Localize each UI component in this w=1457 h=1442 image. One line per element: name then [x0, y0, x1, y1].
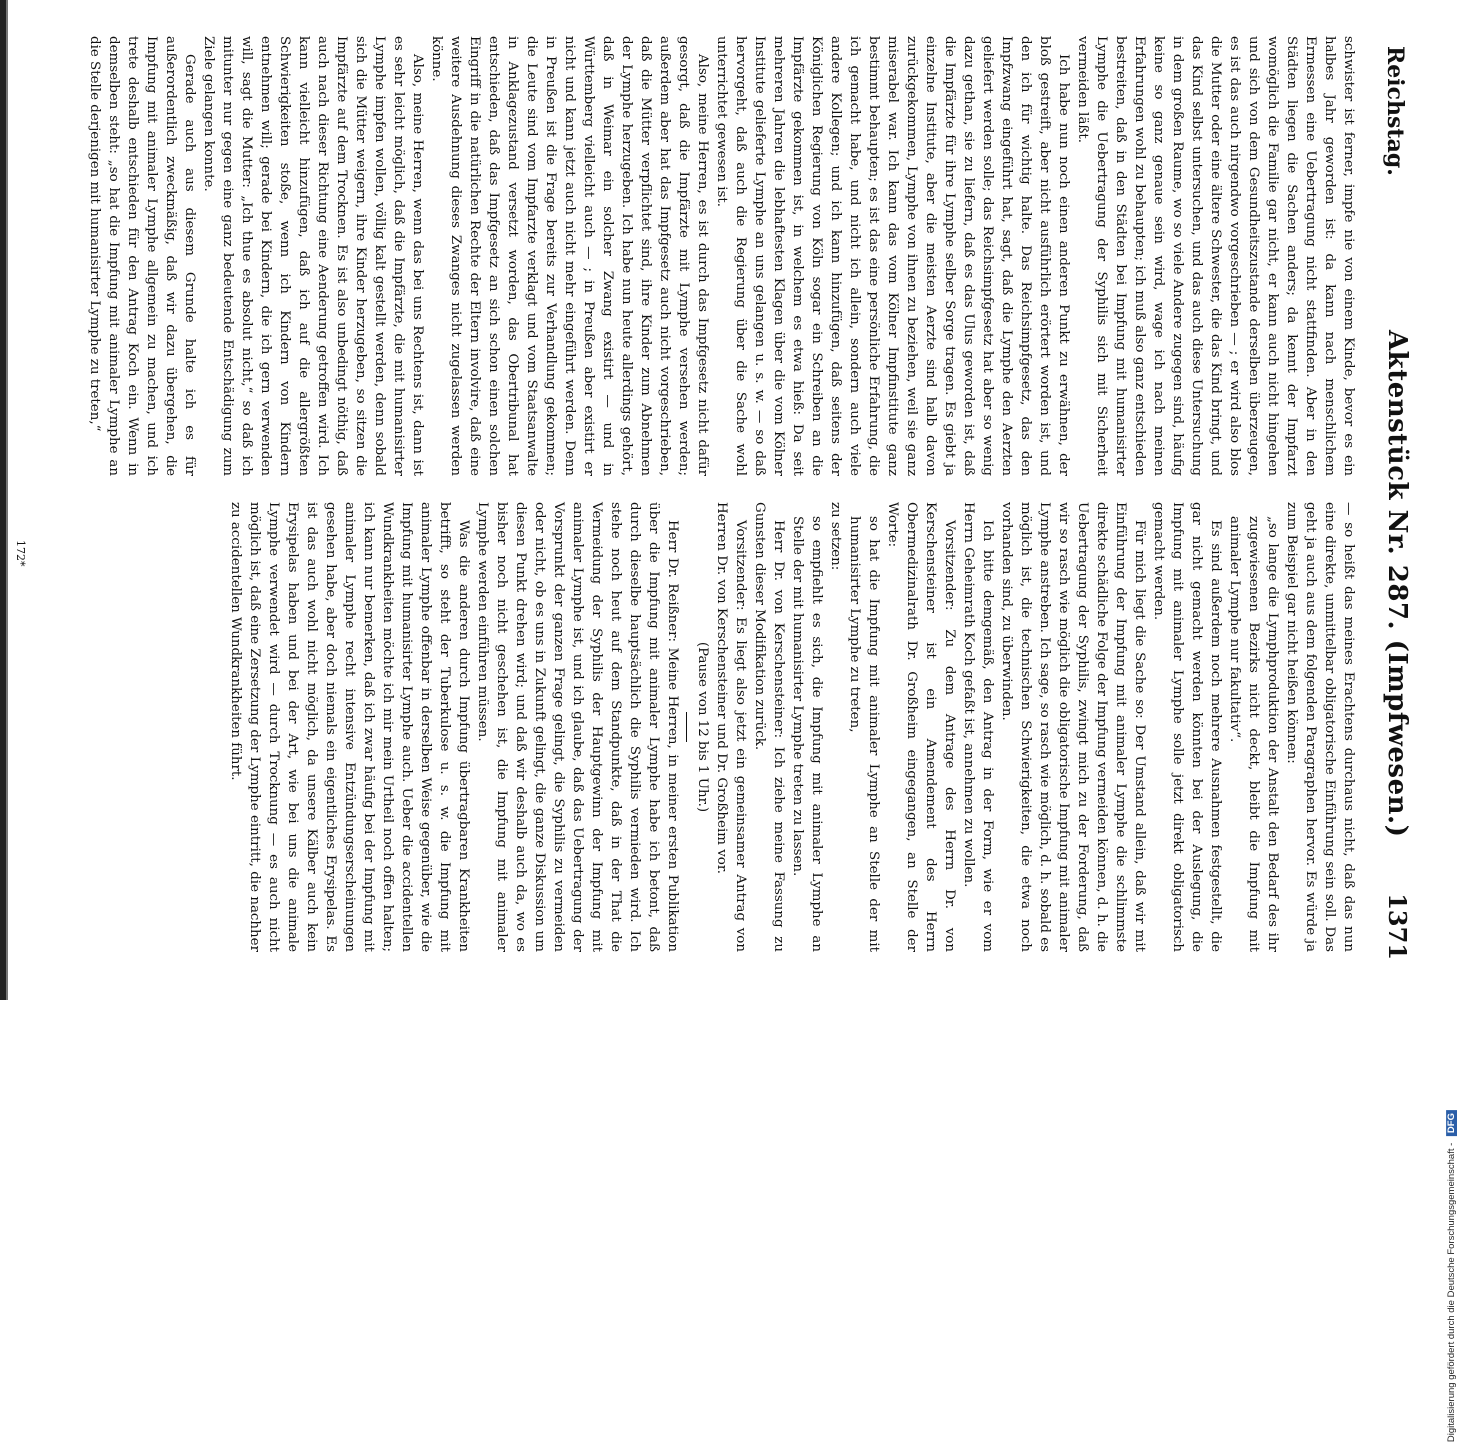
paragraph: — so heißt das meines Erachtens durchaus nicht, daß das nun eine direkte, unmittelbar obligatorische Einführung sein soll. Das geht ja auch aus dem folgenden Paragraphen hervor. Es würde ja zum Beispiel gar nicht heißen können:	[1284, 502, 1356, 952]
paragraph: Ich habe nun noch einen anderen Punkt zu erwähnen, der bloß gestreift, aber nicht ausführlich erörtert worden ist, und den ich für wichtig halte. Das Reichsimpfgesetz, das den Impfzwang eingeführt hat, sagt, daß die Lymphe den Aerzten geliefert werden solle; das Reichsimpfgesetz hat aber so wenig dazu gethan, sie zu liefern, daß es das Ulus geworden ist, daß die Impfärzte für ihre Lymphe selber Sorge tragen. Es giebt ja einzelne Institute, aber die meisten Aerzte sind halb davon zurückgekommen, Lymphe von ihnen zu beziehen, weil sie ganz miserabel war. Ich kann das vom Kölner Impfinstitute ganz bestimmt behaupten; es ist das eine persönliche Erfahrung, die ich gemacht habe, und nicht ich allein, sondern auch viele andere Kollegen; und ich kann hinzufügen, daß seitens der Königlichen Regierung von Köln sogar ein Schreiben an die Impfärzte gekommen ist, in welchem es etwa hieß: Da seit mehreren Jahren die lebhaftesten Klagen über die vom Kölner Institute gelieferte Lymphe an uns gelangen u. s. w. — so daß hervorgeht, daß auch die Regierung über die Sache wohl unterrichtet gewesen ist.	[714, 36, 1071, 476]
paragraph: Vorsitzender: Es liegt also jetzt ein gemeinsamer Antrag von Herren Dr. von Kerschensteiner und Dr. Großheim vor.	[714, 502, 748, 952]
header-reichstag: Reichstag.	[1382, 46, 1408, 176]
paragraph: schwister ist ferner, impfe nie von einem Kinde, bevor es ein halbes Jahr geworden ist: da kann nach menschlichem Ermessen eine Uebertragung nicht stattfinden. Aber in den Städten liegen die Sachen anders; da kennt der Impfarzt womöglich die Familie gar nicht, er kann auch nicht hingehen und sich von dem Gesundheitszustande derselben überzeugen, es ist das auch nirgendwo vorgeschrieben — ; er wird also blos die Mutter oder eine ältere Schwester, die das Kind bringt, und das Kind selbst untersuchen, und das auch diese Untersuchung in dem großen Raume, wo so viele Andere zugegen sind, häufig keine so ganz genaue sein wird, wage ich nach meinen Erfahrungen wohl zu behaupten; ich muß also ganz entschieden bestreiten, daß in den Städten bei Impfung mit humanisirter Lymphe die Uebertragung der Syphilis sich mit Sicherheit vermeiden läßt.	[1075, 36, 1356, 476]
paragraph: Gerade auch aus diesem Grunde halte ich es für außerordentlich zweckmäßig, daß wir dazu übergehen, die Impfung mit animaler Lymphe allgemein zu machen, und ich trete deshalb entschieden für den Antrag Koch ein. Wenn in demselben steht: „so hat die Impfung mit animaler Lymphe an die Stelle derjenigen mit humanisirter Lymphe zu treten,“	[87, 36, 197, 476]
quoted-paragraph: „so lange die Lymphproduktion der Anstalt den Bedarf des ihr zugewiesenen Bezirks nicht deckt, bleibt die Impfung mit animaler Lymphe nur fakultativ“.	[1227, 516, 1280, 952]
left-column	[85, 36, 1358, 476]
dfg-credit	[1446, 1110, 1457, 1442]
signature-mark: 172*	[14, 540, 27, 567]
paragraph: Herr Dr. Reißner: Meine Herren, in meiner ersten Publikation über die Impfung mit animaler Lymphe habe ich betont, daß durch dieselbe hauptsächlich die Syphilis vermieden wird. Ich stehe noch heut auf dem Standpunkte, daß in der That die Vermeidung der Syphilis der Hauptgewinn der Impfung mit animaler Lymphe ist, und ich glaube, daß das Uebertragung der Vorsprunkt der ganzen Frage gelingt, die Syphilis zu vermeiden oder nicht, ob es uns in Zukunft gelingt, die ganze Diskussion um diesen Punkt drehen wird; und daß wir deshalb auch da, wo es bisher noch nicht geschehen ist, die Impfung mit animaler Lymphe werden einführen müssen.	[475, 502, 680, 952]
header-aktenstueck	[1382, 330, 1412, 837]
page-number: 1371	[1383, 893, 1412, 960]
header-document-number: Aktenstück Nr. 287.	[1382, 330, 1412, 631]
paragraph: Es sind außerdem noch mehrere Ausnahmen festgestellt, die gar nicht gemacht werden könnten bei der Auslegung, die Impfung mit animaler Lymphe solle jetzt direkt obligatorisch gemacht werden.	[1151, 502, 1223, 952]
quoted-paragraph: so empfiehlt es sich, die Impfung mit animaler Lymphe an Stelle der mit humanisirter Lymphe treten zu lassen.	[790, 516, 824, 952]
right-column	[226, 502, 1358, 952]
paragraph: Ich bitte demgemäß, den Antrag in der Form, wie er vom Herrn Geheimrath Koch gefaßt ist, annehmen zu wollen.	[961, 502, 995, 952]
page-header	[1360, 0, 1432, 1000]
paragraph: zu setzen:	[828, 502, 843, 571]
paragraph: Für mich liegt die Sache so: Der Umstand allein, daß wir mit Einführung der Impfung mit animaler Lymphe die schlimmste direkte schädliche Folge der Impfung vermeiden können, d. h. die Uebertragung der Syphilis, zwingt mich zu der Forderung, daß wir so rasch wie möglich die obligatorische Impfung mit animaler Lymphe anstreben. Ich sage, so rasch wie möglich, d. h. sobald es möglich ist, die technischen Schwierigkeiten, die etwa noch vorhanden sind, zu überwinden.	[999, 502, 1147, 952]
paragraph: Also, meine Herren, es ist durch das Impfgesetz nicht dafür gesorgt, daß die Impfärzte mit Lymphe versehen werden; außerdem aber hat das Impfgesetz auch nicht vorgeschrieben, daß die Mütter verpflichtet sind, ihre Kinder zum Abnehmen der Lymphe herzugeben. Ich habe nun heute allerdings gehört, daß in Weimar ein solcher Zwang existirt — und in Württemberg vielleicht auch — ; in Preußen aber existirt er nicht und kann jetzt auch nicht mehr eingeführt werden. Denn in Preußen ist die Frage bereits zur Verhandlung gekommen; die Leute sind vom Impfarzte verklagt und vom Staatsanwalte in Anklagezustand versetzt worden, das Obertribunal hat entschieden, daß das Impfgesetz an sich schon einen solchen Eingriff in die natürlichen Rechte der Eltern involvire, daß eine weitere Ausdehnung dieses Zwanges nicht zugelassen werden könne.	[429, 36, 710, 476]
dfg-logo: DFG	[1446, 1110, 1457, 1136]
dfg-credit-text: Digitalisierung gefördert durch die Deutsche Forschungsgemeinschaft -	[1446, 1140, 1457, 1442]
quoted-paragraph: so hat die Impfung mit animaler Lymphe an Stelle der mit humanisirter Lymphe zu treten,	[847, 516, 881, 952]
header-topic: (Impfwesen.)	[1382, 639, 1412, 838]
pause-note: (Pause von 12 bis 1 Uhr.)	[695, 641, 710, 813]
separator-rule	[686, 712, 687, 742]
paragraph: Vorsitzender: Zu dem Antrage des Herrn Dr. von Kerschensteiner ist ein Amendement des Herrn Obermedizinalrath Dr. Großheim eingegangen, an Stelle der Worte:	[885, 502, 957, 952]
paragraph: Was die anderen durch Impfung übertragbaren Krankheiten betrifft, so steht der Tuberkulose u. s. w. die Impfung mit animaler Lymphe offenbar in derselben Weise gegenüber, wie die Impfung mit humanisirter Lymphe auch. Ueber die accidentellen Wundkrankheiten möchte ich mir mein Urtheil noch offen halten; ich kann nur bemerken, daß ich zwar häufig bei der Impfung mit animaler Lymphe recht intensive Entzündungserscheinungen gesehen habe, aber doch niemals ein eigentliches Erysipelas. Es ist das auch wohl nicht möglich, da unsere Kälber auch kein Erysipelas haben und bei der Art, wie bei uns die animale Lymphe verwendet wird — durch Trocknung — es auch nicht möglich ist, daß eine Zersetzung der Lymphe eintritt, die nachher zu accidentellen Wundkrankheiten führt.	[228, 502, 471, 952]
paragraph: Herr Dr. von Kerschensteiner: Ich ziehe meine Fassung zu Gunsten dieser Modifikation zurück.	[752, 502, 786, 952]
paragraph: Also, meine Herren, wenn das bei uns Rechtens ist, dann ist es sehr leicht möglich, daß die Impfärzte, die mit humanisirter Lymphe impfen wollen, völlig kalt gestellt werden, denn sobald sich die Mütter weigern, ihre Kinder herzugeben, so sitzen die Impfärzte auf dem Trocknen. Es ist also unbedingt nöthig, daß auch nach dieser Richtung eine Aenderung getroffen wird. Ich kann vielleicht hinzufügen, daß ich auf die allergrößten Schwierigkeiten stoße, wenn ich Kindern von Kindern entnehmen will; gerade bei Kindern, die ich gern verwenden will, sagt die Mutter: „Ich thue es absolut nicht,“ so daß ich mitunter nur gegen eine ganz bedeutende Entschädigung zum Ziele gelangen konnte.	[201, 36, 425, 476]
